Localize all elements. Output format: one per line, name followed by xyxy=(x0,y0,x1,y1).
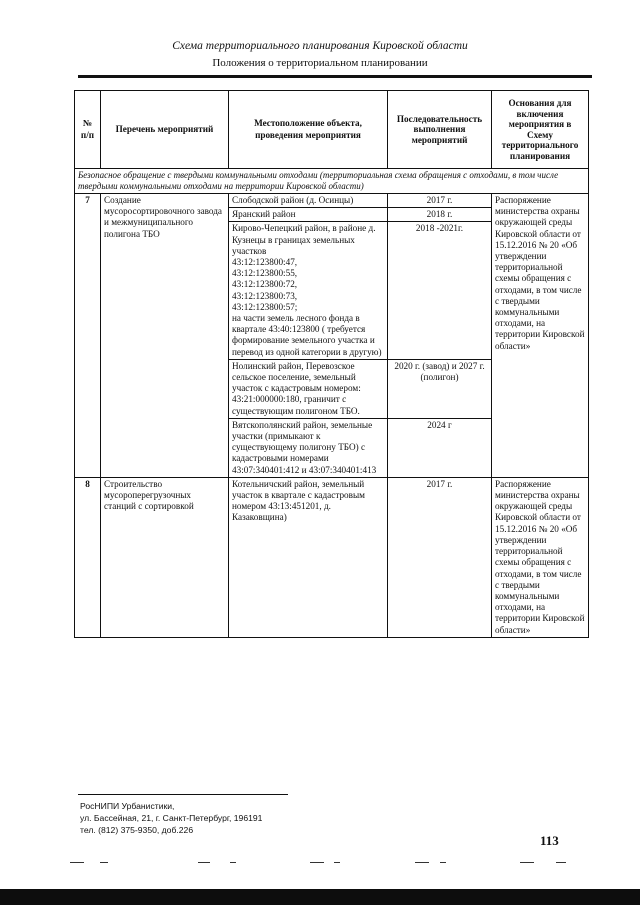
footer-rule xyxy=(78,794,288,795)
sequence-cell: 2018 -2021г. xyxy=(388,222,492,359)
measures-table xyxy=(74,90,589,638)
page-number: 113 xyxy=(540,833,559,848)
location-cell: Вятскополянский район, земельные участки (примыкают к существующему полигону ТБО) с кадастровыми номерами 43:07:340401:412 и 43:07:340401:413 xyxy=(229,418,388,477)
cadastral-number: 43:12:123800:57; xyxy=(232,301,298,312)
measure-cell: Строительство мусороперегрузочных станций с сортировкой xyxy=(101,477,229,637)
cadastral-number: 43:12:123800:73, xyxy=(232,290,298,301)
location-cell: Яранский район xyxy=(229,208,388,222)
location-head: Кирово-Чепецкий район, в районе д. Кузнецы в границах земельных участков xyxy=(232,223,376,256)
document-subtitle: Положения о территориальном планировании xyxy=(212,57,428,69)
row-number: 8 xyxy=(75,477,101,637)
col-header-sequence: Последовательность выполнения мероприятий xyxy=(388,91,492,169)
location-cell: Слободской район (д. Осинцы) xyxy=(229,194,388,208)
section-row xyxy=(75,169,589,194)
sequence-cell: 2020 г. (завод) и 2027 г. (полигон) xyxy=(388,359,492,418)
cadastral-number: 43:12:123800:72, xyxy=(232,279,298,290)
location-cell: Котельничский район, земельный участок в квартале с кадастровым номером 43:13:451201, д. Казаковщина) xyxy=(229,477,388,637)
section-title: Безопасное обращение с твердыми коммунальными отходами (территориальная схема обращения с отходами, в том числе твердыми коммунальными отходами на территории Кировской области) xyxy=(75,169,589,194)
footer-address: ул. Бассейная, 21, г. Санкт-Петербург, 196191 xyxy=(80,813,263,823)
col-header-location: Местоположение объекта, проведения мероприятия xyxy=(229,91,388,169)
footer xyxy=(80,800,262,836)
basis-cell: Распоряжение министерства охраны окружающей среды Кировской области от 15.12.2016 № 20 «Об утверждении территориальной схемы обращения с отходами, в том числе с твердыми коммунальными отходами, на территории Кировской области» xyxy=(492,194,589,478)
scan-bottom-bar xyxy=(0,889,640,905)
col-header-basis: Основания для включения мероприятия в Схему территориального планирования xyxy=(492,91,589,169)
cadastral-number: 43:12:123800:47, xyxy=(232,257,298,268)
sequence-cell: 2018 г. xyxy=(388,208,492,222)
location-tail: на части земель лесного фонда в квартале 43:40:123800 ( требуется формирование земельного участка и перевод из одной категории в другую) xyxy=(232,313,382,357)
table-header-row xyxy=(75,91,589,169)
document-title: Схема территориального планирования Кировской области xyxy=(172,40,468,52)
measure-cell: Создание мусоросортировочного завода и межмуниципального полигона ТБО xyxy=(101,194,229,478)
table-row xyxy=(75,477,589,637)
location-cell xyxy=(229,222,388,359)
sequence-cell: 2017 г. xyxy=(388,194,492,208)
col-header-measures: Перечень мероприятий xyxy=(101,91,229,169)
sequence-cell: 2024 г xyxy=(388,418,492,477)
col-header-num: № п/п xyxy=(75,91,101,169)
row-number: 7 xyxy=(75,194,101,478)
footer-org: РосНИПИ Урбанистики, xyxy=(80,801,175,811)
table-row xyxy=(75,194,589,208)
header-rule xyxy=(78,75,592,78)
scan-artifact-dashes xyxy=(0,862,640,868)
cadastral-number: 43:12:123800:55, xyxy=(232,268,298,279)
location-cell: Нолинский район, Перевозское сельское поселение, земельный участок с кадастровым номером: 43:21:000000:180, граничит с существующим полигоном ТБО. xyxy=(229,359,388,418)
basis-cell: Распоряжение министерства охраны окружающей среды Кировской области от 15.12.2016 № 20 «Об утверждении территориальной схемы обращения с отходами, в том числе с твердыми коммунальными отходами, на территории Кировской области» xyxy=(492,477,589,637)
cadastral-list xyxy=(232,257,384,313)
sequence-cell: 2017 г. xyxy=(388,477,492,637)
footer-phone: тел. (812) 375-9350, доб.226 xyxy=(80,825,194,835)
